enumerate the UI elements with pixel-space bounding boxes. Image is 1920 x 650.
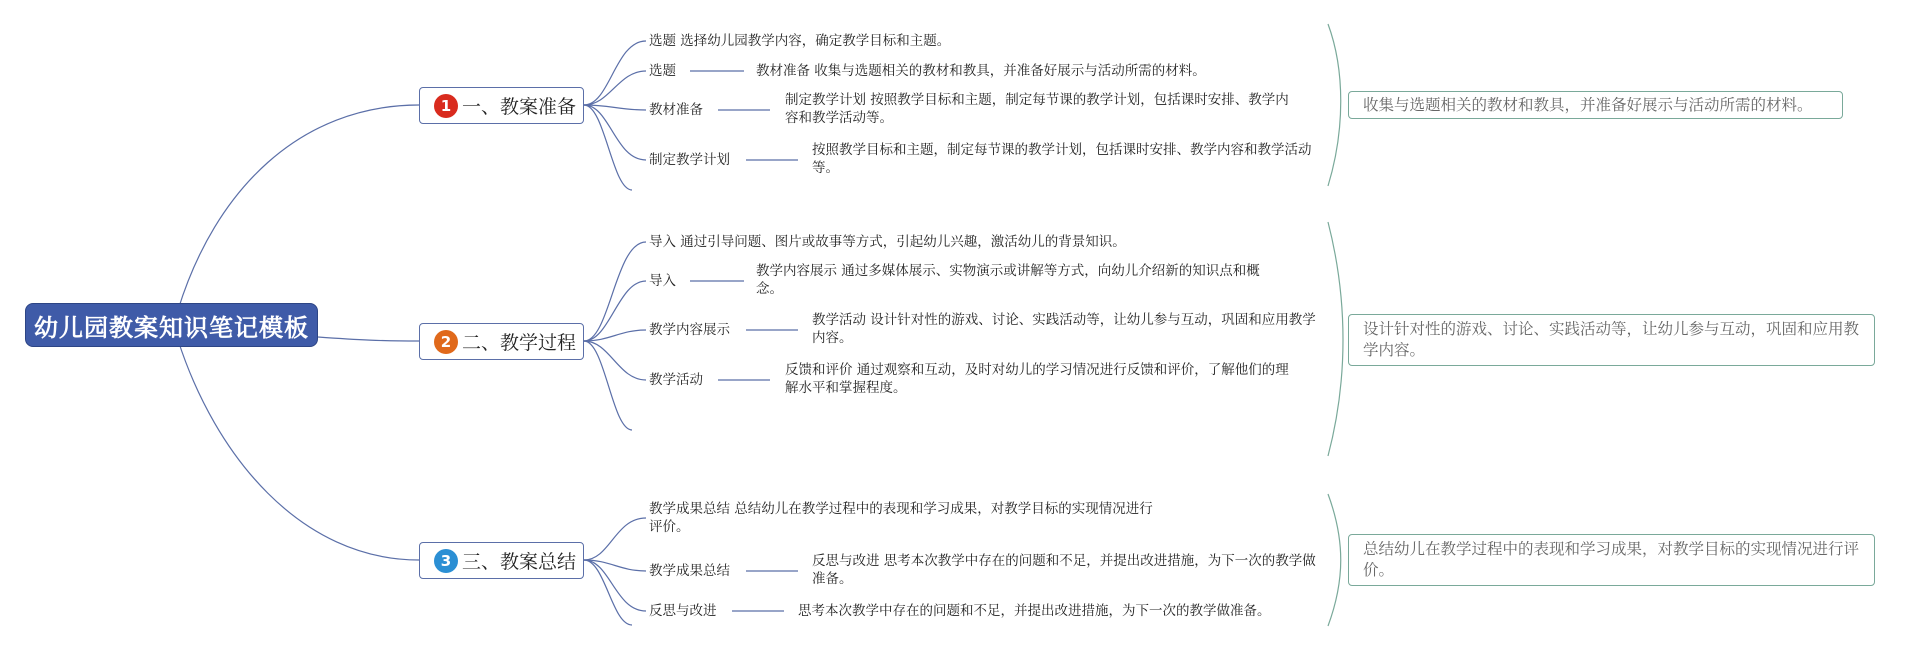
- s1-fan-5: [584, 105, 632, 190]
- s1-summary-bracket: [1328, 24, 1341, 186]
- section-label: 一、教案准备: [462, 96, 577, 118]
- leaf-text[interactable]: 导入: [649, 273, 676, 289]
- s3-fan-3: [584, 560, 646, 611]
- leaf-text[interactable]: 制定教学计划: [649, 152, 730, 168]
- leaf-text[interactable]: 反思与改进 思考本次教学中存在的问题和不足，并提出改进措施，为下一次的教学做准备。: [812, 553, 1316, 587]
- leaf-text[interactable]: 按照教学目标和主题，制定每节课的教学计划，包括课时安排、教学内容和教学活动等。: [812, 142, 1312, 176]
- leaf-text[interactable]: 思考本次教学中存在的问题和不足，并提出改进措施，为下一次的教学做准备。: [798, 603, 1271, 619]
- leaf-text[interactable]: 教学成果总结: [649, 563, 730, 579]
- leaf-text[interactable]: 反馈和评价 通过观察和互动，及时对幼儿的学习情况进行反馈和评价，了解他们的理解水平和掌握程度。: [785, 362, 1289, 396]
- leaf-text[interactable]: 反思与改进: [649, 603, 717, 619]
- leaf-text[interactable]: 教学内容展示: [649, 322, 730, 338]
- s2-summary-bracket: [1328, 222, 1343, 456]
- root-to-section-1-link: [178, 105, 419, 310]
- summary-box-3[interactable]: 总结幼儿在教学过程中的表现和学习成果，对教学目标的实现情况进行评价。: [1348, 534, 1875, 586]
- s1-fan-4: [584, 105, 646, 160]
- summary-box-2[interactable]: 设计针对性的游戏、讨论、实践活动等，让幼儿参与互动，巩固和应用教学内容。: [1348, 314, 1875, 366]
- section-node-2[interactable]: [419, 323, 584, 360]
- section-number-badge: 2: [434, 330, 458, 354]
- section-label: 二、教学过程: [462, 332, 577, 354]
- section-node-3[interactable]: [419, 542, 584, 579]
- s2-fan-2: [584, 281, 646, 341]
- s1-fan-2: [584, 71, 646, 105]
- leaf-text[interactable]: 教学活动 设计针对性的游戏、讨论、实践活动等，让幼儿参与互动，巩固和应用教学内容。: [812, 312, 1316, 346]
- section-node-1[interactable]: [419, 87, 584, 124]
- root-to-section-3-link: [178, 340, 419, 560]
- leaf-text[interactable]: 教学内容展示 通过多媒体展示、实物演示或讲解等方式，向幼儿介绍新的知识点和概念。: [756, 263, 1260, 297]
- leaf-text[interactable]: 导入 通过引导问题、图片或故事等方式，引起幼儿兴趣，激活幼儿的背景知识。: [649, 234, 1126, 250]
- leaf-text[interactable]: 教材准备 收集与选题相关的教材和教具，并准备好展示与活动所需的材料。: [756, 63, 1206, 79]
- leaf-text[interactable]: 教学成果总结 总结幼儿在教学过程中的表现和学习成果，对教学目标的实现情况进行评价。: [649, 501, 1153, 535]
- summary-box-1[interactable]: 收集与选题相关的教材和教具，并准备好展示与活动所需的材料。: [1348, 91, 1843, 119]
- section-label: 三、教案总结: [462, 551, 577, 573]
- leaf-text[interactable]: 教材准备: [649, 102, 703, 118]
- leaf-text[interactable]: 教学活动: [649, 372, 703, 388]
- s3-fan-4: [584, 560, 632, 625]
- s2-fan-1: [584, 242, 646, 341]
- leaf-text[interactable]: 选题 选择幼儿园教学内容，确定教学目标和主题。: [649, 33, 951, 49]
- root-to-section-2-link: [318, 337, 419, 341]
- leaf-text[interactable]: 选题: [649, 63, 676, 79]
- section-number-badge: 3: [434, 549, 458, 573]
- root-node[interactable]: 幼儿园教案知识笔记模板: [25, 303, 318, 347]
- leaf-text[interactable]: 制定教学计划 按照教学目标和主题，制定每节课的教学计划，包括课时安排、教学内容和教学活动等。: [785, 92, 1289, 126]
- section-number-badge: 1: [434, 94, 458, 118]
- s3-summary-bracket: [1328, 494, 1341, 626]
- s3-fan-1: [584, 518, 646, 560]
